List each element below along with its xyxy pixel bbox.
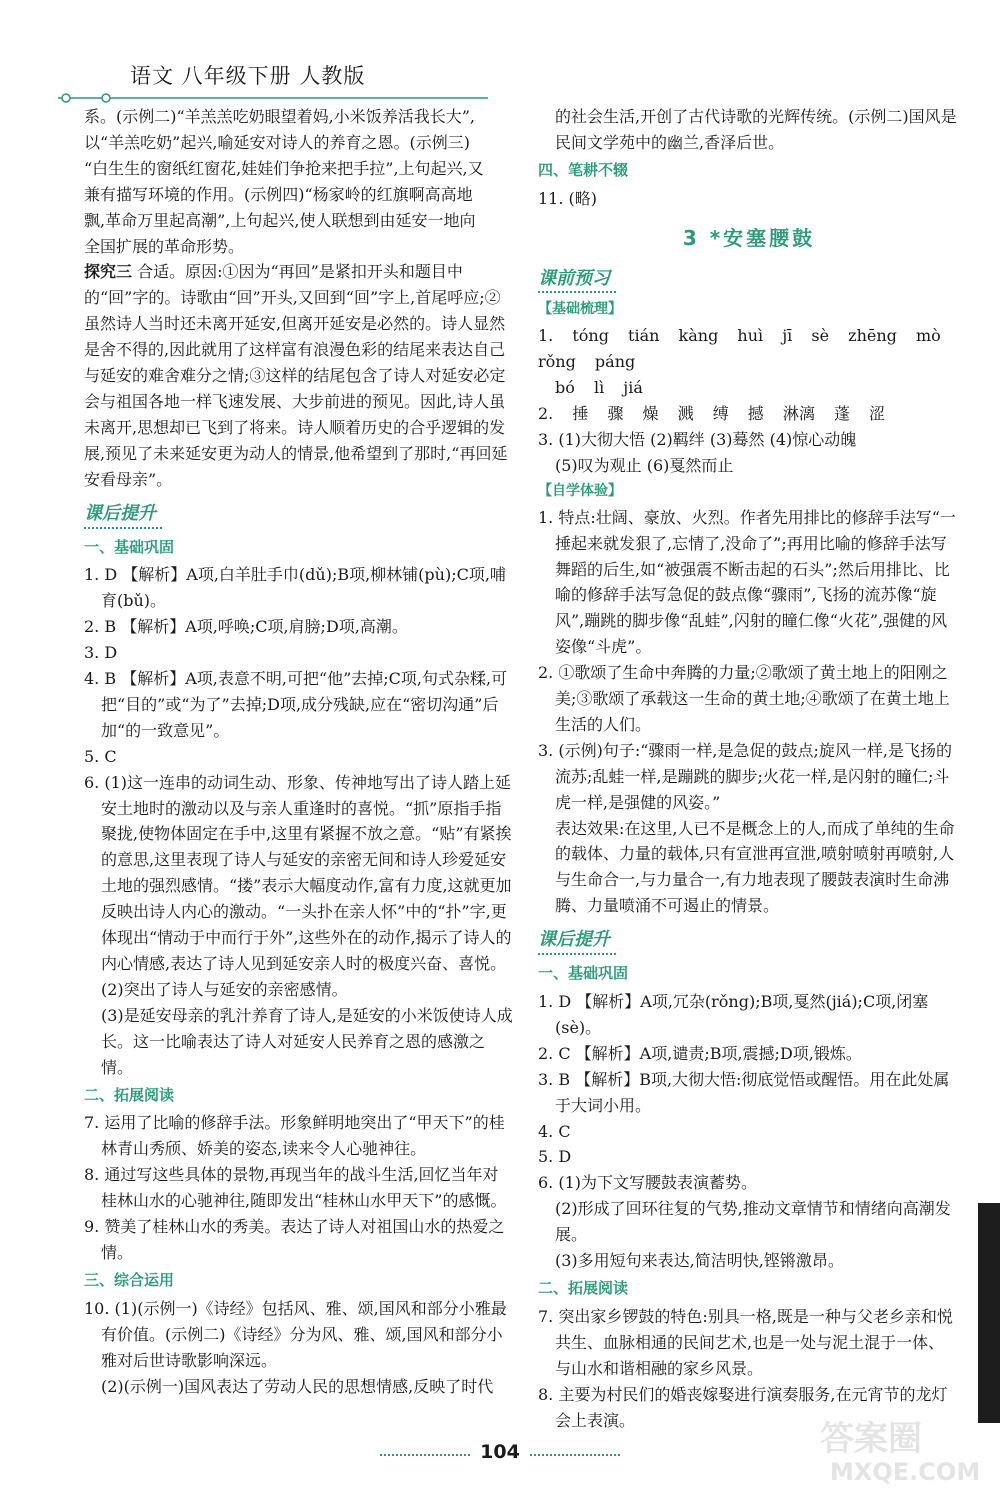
answer-item: 3. (示例)句子:“骤雨一样,是急促的鼓点;旋风一样,是飞扬的流苏;乱蛙一样,是蹦跳的脚步;火花一样,是闪射的瞳仁;斗虎一样,是强健的风姿。” [538, 740, 952, 812]
lesson-title: 3 *安塞腰鼓 [682, 225, 816, 250]
answer-item: 2. C 【解析】A项,谴责;B项,震撼;D项,锻炼。 [538, 1043, 862, 1063]
chapter-thumb-tab [978, 1203, 1000, 1423]
answer-item: 11. (略) [538, 188, 598, 208]
answer-item: 6. (1)为下文写腰鼓表演蓄势。 [538, 1173, 758, 1193]
answer-item: 3. D [84, 643, 118, 663]
answer-item: 4. B 【解析】A项,表意不明,可把“他”去掉;C项,句式杂糅,可把“目的”或“为了”去掉;D项,成分残缺,应在“密切沟通”后加“的一致意见”。 [84, 669, 508, 740]
answer-item: 1. D 【解析】A项,冗杂(rǒng);B项,戛然(jiá);C项,闭塞(sè)。 [538, 992, 929, 1037]
answer-item: 6. (1)这一连串的动词生动、形象、传神地写出了诗人踏上延安土地时的激动以及与亲人重逢时的喜悦。“抓”原指手指聚拢,使物体固定在手中,这里有紧握不放之意。“贴”有紧挨的意思,这里表现了诗人与延安的亲密无间和诗人珍爱延安土地的强烈感情。“搂”表示大幅度动作,富有力度,这就更加反映出诗人内心的激动。“一头扑在亲人怀”中的“扑”字,更体现出“情动于中而行于外”,这些外在的动作,揭示了诗人的内心情感,表达了诗人见到延安亲人时的极度兴奋、喜悦。 [84, 772, 512, 973]
answer-item: 1. D 【解析】A项,白羊肚手巾(dǔ);B项,柳林铺(pù);C项,哺育(bǔ)。 [84, 565, 506, 611]
after-class-heading: 课后提升 [538, 927, 616, 955]
answer-item: 7. 突出家乡锣鼓的特色:别具一格,既是一种与父老乡亲和悦共生、血脉相通的民间艺术,也是一处与泥土混于一体、与山水和谐相融的家乡风景。 [538, 1306, 953, 1378]
explore-3 [84, 259, 514, 492]
after-class-heading: 课后提升 [84, 501, 162, 529]
section-heading: 一、基础巩固 [538, 964, 629, 983]
continuation: 的社会生活,开创了古代诗歌的光辉传统。(示例二)国风是民间文学苑中的幽兰,香泽后世。 [555, 107, 957, 152]
basic-label: 【基础梳理】 [538, 301, 622, 318]
answer-subitem: (2)形成了回环往复的气势,推动文章情节和情绪向高潮发展。 [555, 1199, 951, 1245]
pre-class-heading: 课前预习 [538, 266, 616, 294]
page-number-dots-left [380, 1454, 470, 1458]
answer-item: 8. 通过写这些具体的景物,再现当年的战斗生活,回忆当年对桂林山水的心驰神往,随即发出“桂林山水甲天下”的感慨。 [84, 1165, 507, 1211]
explore-3-label: 探究三 [84, 262, 133, 282]
header-title: 语文 八年级下册 人教版 [130, 64, 366, 88]
watermark-text: MXQE.COM [830, 1458, 981, 1486]
page-number-dots-right [530, 1454, 620, 1458]
intro-line: “白生生的窗纸红窗花,娃娃们争抢来把手拉”,上句起兴,又 [84, 158, 484, 178]
answer-item: 9. 赞美了桂林山水的秀美。表达了诗人对祖国山水的热爱之情。 [84, 1217, 505, 1262]
left-column [84, 104, 514, 1399]
explore-3-text: 合适。原因:①因为“再回”是紧扣开头和题目中的“回”字的。诗歌由“回”开头,又回到“回”字上,首尾呼应;②虽然诗人当时还未离开延安,但离开延安是必然的。诗人显然是舍不得的,因此就用了这样富有浪漫色彩的结尾来表达自己与延安的难舍难分之情;③这样的结尾包含了诗人对延安必定会与祖国各地一样飞速发展、大步前进的预见。因此,诗人虽未离开,思想却已飞到了将来。诗人顺着历史的合乎逻辑的发展,预见了未来延安更为动人的情景,他希望到了那时,“再回延安看母亲”。 [84, 262, 508, 489]
section-heading: 二、拓展阅读 [84, 1085, 175, 1104]
answer-item: 3. B 【解析】B项,大彻大悟:彻底觉悟或醒悟。用在此处属于大词小用。 [538, 1069, 950, 1115]
answer-subitem: (3)是延安母亲的乳汁养育了诗人,是延安的小米饭使诗人成长。这一比喻表达了诗人对延安人民养育之恩的感激之情。 [101, 1005, 513, 1077]
vocab-line: (5)叹为观止 (6)戛然而止 [555, 455, 734, 475]
right-column [538, 104, 960, 1433]
answer-item: 4. C [538, 1121, 571, 1141]
answer-subitem: (2)(示例一)国风表达了劳动人民的思想情感,反映了时代 [101, 1376, 494, 1396]
section-heading: 三、综合运用 [84, 1270, 175, 1289]
answer-item: 8. 主要为村民们的婚丧嫁娶进行演奏服务,在元宵节的龙灯会上表演。 [538, 1384, 948, 1430]
section-heading: 四、笔耕不辍 [538, 160, 629, 179]
intro-line: 全国扩展的革命形势。 [84, 236, 245, 256]
intro-line: 飘,革命万里起高潮”,上句起兴,使人联想到由延安一地向 [84, 210, 476, 230]
svg-text:答案圈: 答案圈 [820, 1419, 922, 1459]
answer-subitem: 表达效果:在这里,人已不是概念上的人,而成了单纯的生命的载体、力量的载体,只有宣泄再宣泄,喷射喷射再喷射,人与生命合一,与力量合一,有力地表现了腰鼓表演时生命沸腾、力量喷涌不可遏止的情景。 [555, 818, 955, 916]
intro-line: 兼有描写环境的作用。(示例四)“杨家岭的红旗啊高高地 [84, 184, 473, 204]
intro-line: 以“羊羔吃奶”起兴,喻延安对诗人的养育之恩。(示例三) [84, 132, 470, 152]
intro-line: 系。(示例二)“羊羔羔吃奶眼望着妈,小米饭养活我长大”, [84, 107, 476, 126]
answer-item: 2. ①歌颂了生命中奔腾的力量;②歌颂了黄土地上的阳刚之美;③歌颂了承载这一生命的黄土地;④歌颂了在黄土地上生活的人们。 [538, 663, 950, 734]
answer-subitem: (3)多用短句来表达,简洁明快,铿锵激昂。 [555, 1251, 844, 1271]
chars-line: 2. 捶 骤 燥 溅 缚 撼 淋漓 蓬 涩 [538, 404, 886, 424]
section-heading: 一、基础巩固 [84, 537, 175, 556]
self-study-label: 【自学体验】 [538, 482, 622, 499]
section-heading: 二、拓展阅读 [538, 1278, 629, 1297]
pinyin-line: bó lì jiá [555, 378, 643, 398]
header-decoration [58, 93, 488, 103]
pinyin-line: 1. tóng tián kàng huì jī sè zhēng mò rǒng páng [538, 326, 941, 372]
vocab-line: 3. (1)大彻大悟 (2)羁绊 (3)蓦然 (4)惊心动魄 [538, 429, 857, 449]
answer-item: 7. 运用了比喻的修辞手法。形象鲜明地突出了“甲天下”的桂林青山秀颀、娇美的姿态,读来令人心驰神往。 [84, 1113, 505, 1159]
answer-subitem: (2)突出了诗人与延安的亲密感情。 [101, 979, 348, 999]
answer-item: 5. C [84, 746, 117, 766]
page-number: 104 [480, 1441, 520, 1463]
watermark-logo [790, 1410, 1000, 1489]
answer-item: 10. (1)(示例一)《诗经》包括风、雅、颂,国风和部分小雅最有价值。(示例二)《诗经》分为风、雅、颂,国风和部分小雅对后世诗歌影响深远。 [84, 1298, 507, 1370]
answer-item: 1. 特点:壮阔、豪放、火烈。作者先用排比的修辞手法写“一捶起来就发狠了,忘情了,没命了”;再用比喻的修辞手法写舞蹈的后生,如“被强震不断击起的石头”;然后用排比、比喻的修辞手法写急促的鼓点像“骤雨”,飞扬的流苏像“旋风”,蹦跳的脚步像“乱蛙”,闪射的瞳仁像“火花”,强健的风姿像“斗虎”。 [538, 507, 956, 657]
answer-item: 5. D [538, 1147, 572, 1167]
answer-item: 2. B 【解析】A项,呼唤;C项,肩膀;D项,高潮。 [84, 617, 408, 637]
